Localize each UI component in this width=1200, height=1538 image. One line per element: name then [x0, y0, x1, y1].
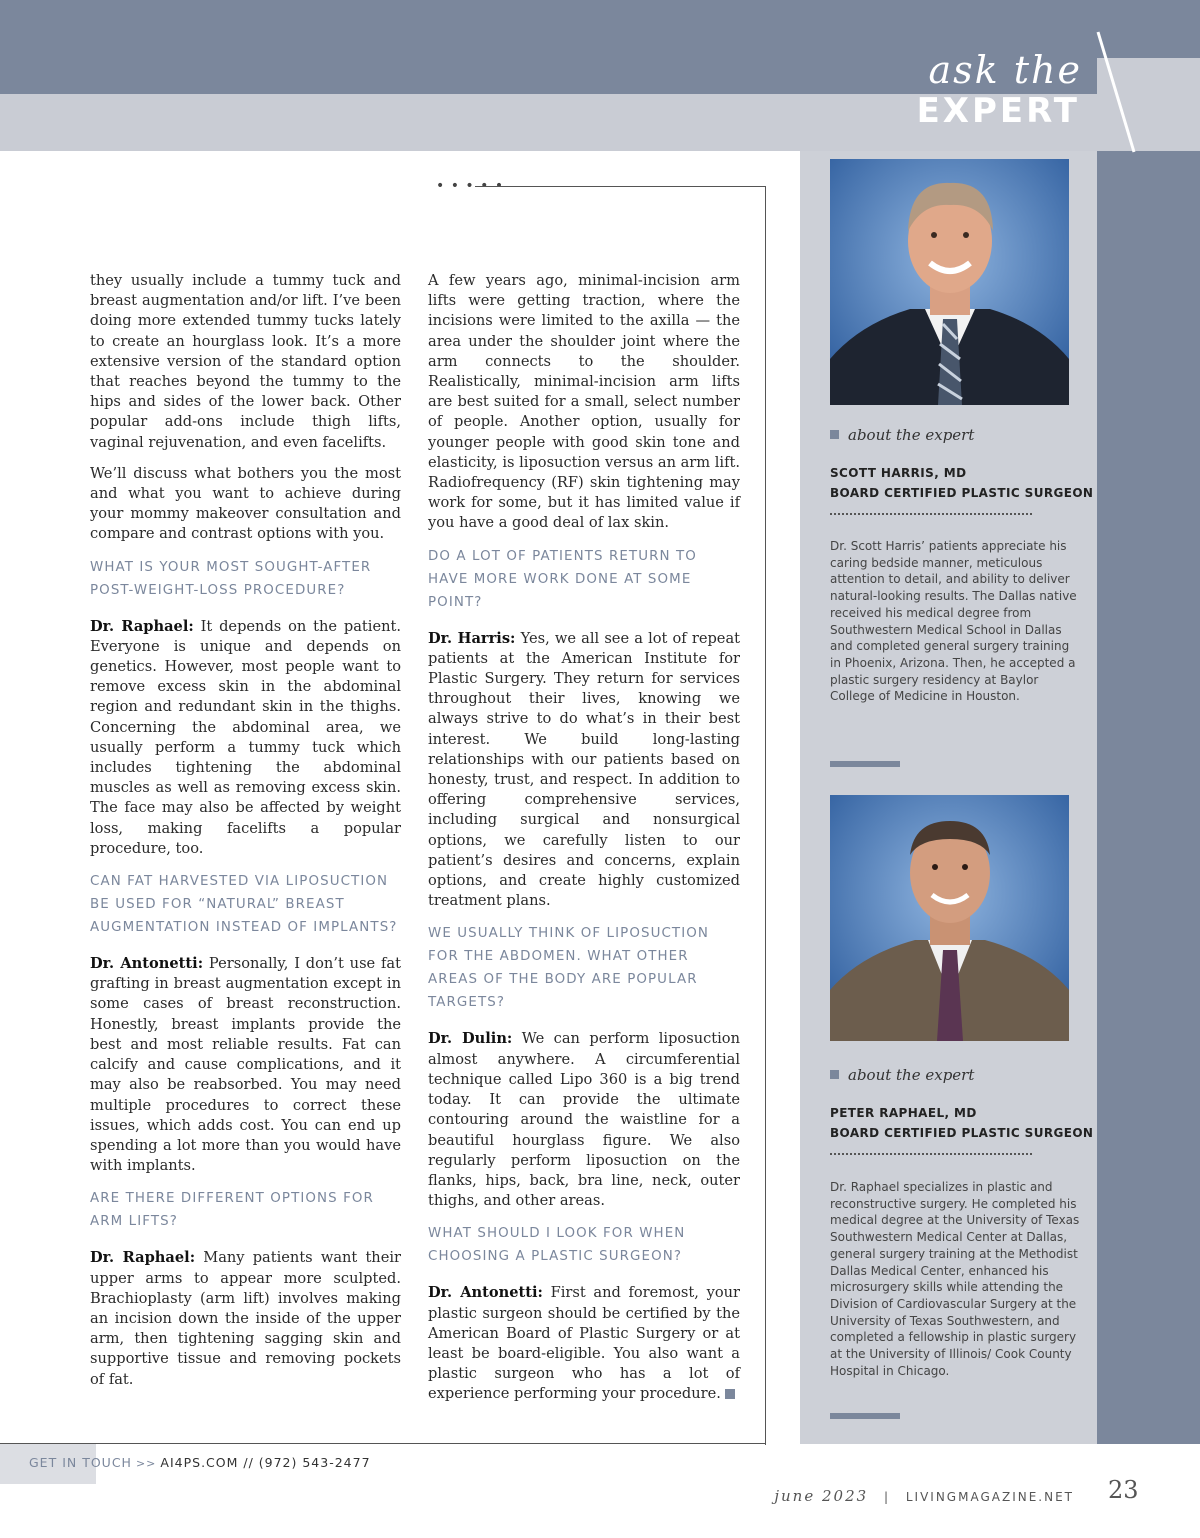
- footer-contact: [29, 1455, 371, 1470]
- question-heading: WHAT IS YOUR MOST SOUGHT-AFTER POST-WEIGHT-LOSS PROCEDURE?: [90, 559, 372, 598]
- frame-dots: • • • • •: [436, 178, 505, 194]
- accent-bar: [830, 1413, 900, 1419]
- contact-link[interactable]: AI4PS.COM // (972) 543-2477: [160, 1455, 371, 1470]
- question-heading: DO A LOT OF PATIENTS RETURN TO HAVE MORE WORK DONE AT SOME POINT?: [428, 548, 697, 610]
- question-heading: CAN FAT HARVESTED VIA LIPOSUCTION BE USED FOR “NATURAL” BREAST AUGMENTATION INSTEAD OF IMPLANTS?: [90, 874, 398, 936]
- answer-paragraph: Dr. Antonetti: First and foremost, your plastic surgeon should be certified by the American Board of Plastic Surgery or at least be board-eligible. You also want a plastic surgeon who has a lot of experience performing your procedure.: [428, 1284, 740, 1403]
- end-of-article-icon: [725, 1389, 735, 1399]
- answer-paragraph: Dr. Harris: Yes, we all see a lot of repeat patients at the American Institute for Plastic Surgery. They return for services throughout their lives, knowing we always strive to do what’s in their best interest. We build long-lasting relationships with our patients based on honesty, trust, and respect. In addition to offering comprehensive services, including surgical and nonsurgical options, we carefully listen to our patient’s desires and concerns, explain options, and create highly customized treatment plans.: [428, 629, 741, 910]
- about-the-expert-label: about the expert: [830, 1066, 974, 1084]
- footer-rule: [0, 1443, 766, 1444]
- speaker-name: Dr. Antonetti:: [428, 1284, 543, 1302]
- issue-date: june 2023: [774, 1487, 869, 1505]
- speaker-name: Dr. Raphael:: [90, 1249, 196, 1267]
- answer-paragraph: Dr. Raphael: Many patients want their upper arms to appear more sculpted. Brachioplasty (arm lift) involves making an incision down the inside of the upper arm, then tightening sagging skin and supportive tissue and removing pockets of fat.: [90, 1249, 401, 1388]
- article-column-2: [428, 271, 740, 1416]
- paragraph: they usually include a tummy tuck and breast augmentation and/or lift. I’ve been doing more extended tummy tucks lately to create an hourglass look. It’s a more extensive version of the standard option that reaches beyond the tummy to the hips and sides of the lower back. Other popular add-ons include thigh lifts, vaginal rejuvenation, and even facelifts.: [90, 272, 401, 451]
- speaker-name: Dr. Dulin:: [428, 1030, 513, 1048]
- expert-name: PETER RAPHAEL, MD BOARD CERTIFIED PLASTIC SURGEON: [830, 1106, 1094, 1140]
- speaker-name: Dr. Raphael:: [90, 617, 194, 635]
- question-heading: WE USUALLY THINK OF LIPOSUCTION FOR THE ABDOMEN. WHAT OTHER AREAS OF THE BODY ARE POPULAR TARGETS?: [428, 926, 710, 1011]
- footer-issue: [774, 1487, 1074, 1505]
- site-link[interactable]: LIVINGMAGAZINE.NET: [905, 1490, 1074, 1504]
- square-bullet-icon: [830, 1070, 839, 1079]
- dotted-divider: [830, 1153, 1032, 1155]
- speaker-name: Dr. Antonetti:: [90, 955, 204, 973]
- right-edge-strip: [1097, 151, 1200, 1444]
- expert-bio: Dr. Raphael specializes in plastic and reconstructive surgery. He completed his medical degree at the University of Texas Southwestern Medical Center at Dallas, general surgery training at the Methodist Dallas Medical Center, enhanced his microsurgery skills while attending the Division of Cardiovascular Surgery at the University of Texas Southwestern, and completed a fellowship in plastic surgery at the University of Illinois/ Cook County Hospital in Chicago.: [830, 1180, 1080, 1378]
- section-title-ask: ask the: [928, 48, 1082, 92]
- slash-divider-icon: [1094, 30, 1142, 156]
- expert-name: SCOTT HARRIS, MD BOARD CERTIFIED PLASTIC SURGEON: [830, 466, 1094, 500]
- speaker-name: Dr. Harris:: [428, 629, 516, 647]
- question-heading: WHAT SHOULD I LOOK FOR WHEN CHOOSING A PLASTIC SURGEON?: [428, 1226, 686, 1265]
- answer-paragraph: Dr. Dulin: We can perform liposuction almost anywhere. A circumferential technique called Lipo 360 is a big trend today. It can provide the ultimate contouring around the waistline for a beautiful hourglass figure. We also regularly perform liposuction on the flanks, hips, back, bra line, neck, outer thighs, and other areas.: [428, 1030, 740, 1210]
- arrows-icon: >>: [135, 1457, 157, 1470]
- question-heading: ARE THERE DIFFERENT OPTIONS FOR ARM LIFTS?: [90, 1191, 374, 1230]
- answer-paragraph: Dr. Raphael: It depends on the patient. Everyone is unique and depends on genetics. However, most people want to remove excess skin in the abdominal region and redundant skin in the thighs. Concerning the abdominal area, we usually perform a tummy tuck which includes tightening the abdominal muscles as well as removing excess skin. The face may also be affected by weight loss, making facelifts a popular procedure, too.: [90, 617, 401, 857]
- separator: |: [883, 1490, 891, 1504]
- expert-photo-harris: [830, 159, 1069, 405]
- dotted-divider: [830, 513, 1032, 515]
- accent-bar: [830, 761, 900, 767]
- paragraph: We’ll discuss what bothers you the most and what you want to achieve during your mommy makeover consultation and compare and contrast options with you.: [90, 464, 401, 543]
- square-bullet-icon: [830, 430, 839, 439]
- about-the-expert-label: about the expert: [830, 426, 974, 444]
- answer-paragraph: Dr. Antonetti: Personally, I don’t use fat grafting in breast augmentation except in some cases of breast reconstruction. Honestly, breast implants provide the best and most reliable results. Fat can calcify and cause complications, and it may also be reabsorbed. You may need multiple procedures to correct these issues, which adds cost. You can end up spending a lot more than you would have with implants.: [90, 955, 401, 1175]
- expert-bio: Dr. Scott Harris’ patients appreciate his caring bedside manner, meticulous attention to detail, and ability to deliver natural-looking results. The Dallas native received his medical degree from Southwestern Medical School in Dallas and completed general surgery training in Phoenix, Arizona. Then, he accepted a plastic surgery residency at Baylor College of Medicine in Houston.: [830, 539, 1077, 704]
- paragraph: A few years ago, minimal-incision arm lifts were getting traction, where the incisions were limited to the axilla — the area under the shoulder joint where the arm connects to the shoulder. Realistically, minimal-incision arm lifts are best suited for a small, select number of people. Another option, usually for younger people with good skin tone and elasticity, is liposuction versus an arm lift. Radiofrequency (RF) skin tightening may work for some, but it has limited value if you have a good deal of lax skin.: [428, 272, 740, 532]
- get-in-touch-label: GET IN TOUCH: [29, 1455, 132, 1470]
- expert-photo-raphael: [830, 795, 1069, 1041]
- article-column-1: [90, 271, 401, 1401]
- section-title-expert: EXPERT: [916, 91, 1080, 131]
- page-number: 23: [1108, 1476, 1139, 1504]
